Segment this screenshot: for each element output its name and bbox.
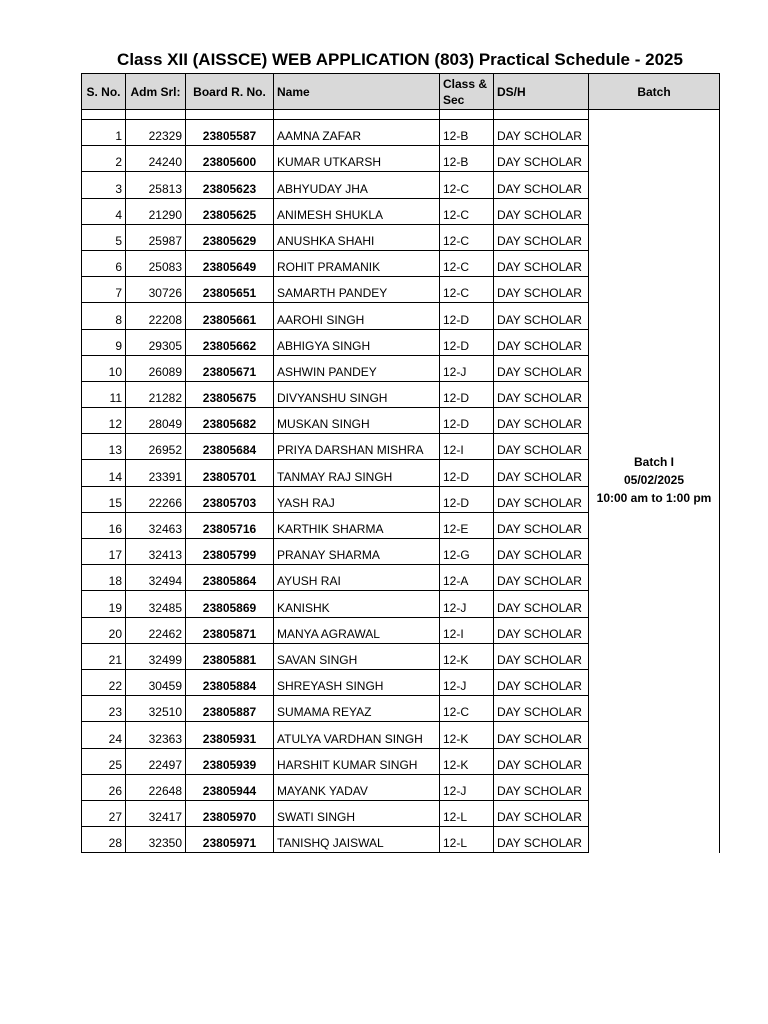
cell-adm-srl: 22497 <box>126 748 186 774</box>
cell-sno: 13 <box>82 434 126 460</box>
cell-ds-h: DAY SCHOLAR <box>494 539 589 565</box>
cell-ds-h: DAY SCHOLAR <box>494 250 589 276</box>
cell-ds-h: DAY SCHOLAR <box>494 722 589 748</box>
cell-ds-h: DAY SCHOLAR <box>494 800 589 826</box>
cell-board-roll-no: 23805971 <box>186 827 274 853</box>
cell-sno: 17 <box>82 539 126 565</box>
cell-adm-srl: 26089 <box>126 355 186 381</box>
cell-student-name: KARTHIK SHARMA <box>274 512 440 538</box>
cell-student-name: TANMAY RAJ SINGH <box>274 460 440 486</box>
cell-student-name: PRANAY SHARMA <box>274 539 440 565</box>
batch-label: Batch I <box>633 455 674 470</box>
cell-sno: 25 <box>82 748 126 774</box>
cell-sno: 11 <box>82 381 126 407</box>
cell-class-sec: 12-C <box>440 172 494 198</box>
cell-student-name: MAYANK YADAV <box>274 774 440 800</box>
cell-board-roll-no: 23805701 <box>186 460 274 486</box>
cell-student-name: TANISHQ JAISWAL <box>274 827 440 853</box>
cell-student-name: ABHYUDAY JHA <box>274 172 440 198</box>
cell-student-name: ATULYA VARDHAN SINGH <box>274 722 440 748</box>
cell-adm-srl: 23391 <box>126 460 186 486</box>
cell-ds-h: DAY SCHOLAR <box>494 643 589 669</box>
cell-student-name: MANYA AGRAWAL <box>274 617 440 643</box>
cell-adm-srl: 30726 <box>126 277 186 303</box>
header-batch: Batch <box>589 74 720 110</box>
header-adm: Adm Srl: <box>126 74 186 110</box>
spacer-row <box>82 110 720 120</box>
cell-class-sec: 12-C <box>440 696 494 722</box>
cell-board-roll-no: 23805939 <box>186 748 274 774</box>
cell-ds-h: DAY SCHOLAR <box>494 120 589 146</box>
cell-adm-srl: 22329 <box>126 120 186 146</box>
cell-student-name: ABHIGYA SINGH <box>274 329 440 355</box>
cell-class-sec: 12-K <box>440 722 494 748</box>
cell-adm-srl: 24240 <box>126 146 186 172</box>
cell-sno: 23 <box>82 696 126 722</box>
cell-class-sec: 12-J <box>440 774 494 800</box>
cell-board-roll-no: 23805651 <box>186 277 274 303</box>
cell-student-name: SHREYASH SINGH <box>274 669 440 695</box>
cell-ds-h: DAY SCHOLAR <box>494 408 589 434</box>
cell-adm-srl: 32363 <box>126 722 186 748</box>
cell-class-sec: 12-J <box>440 355 494 381</box>
cell-sno: 10 <box>82 355 126 381</box>
cell-class-sec: 12-D <box>440 460 494 486</box>
header-row <box>82 74 720 110</box>
cell-board-roll-no: 23805871 <box>186 617 274 643</box>
cell-sno: 22 <box>82 669 126 695</box>
cell-class-sec: 12-J <box>440 591 494 617</box>
cell-board-roll-no: 23805629 <box>186 224 274 250</box>
cell-ds-h: DAY SCHOLAR <box>494 774 589 800</box>
cell-student-name: KUMAR UTKARSH <box>274 146 440 172</box>
cell-ds-h: DAY SCHOLAR <box>494 591 589 617</box>
cell-adm-srl: 22462 <box>126 617 186 643</box>
header-sno: S. No. <box>82 74 126 110</box>
cell-ds-h: DAY SCHOLAR <box>494 224 589 250</box>
cell-board-roll-no: 23805662 <box>186 329 274 355</box>
cell-class-sec: 12-I <box>440 434 494 460</box>
cell-sno: 15 <box>82 486 126 512</box>
cell-student-name: SAVAN SINGH <box>274 643 440 669</box>
cell-sno: 2 <box>82 146 126 172</box>
cell-adm-srl: 32413 <box>126 539 186 565</box>
header-name: Name <box>274 74 440 110</box>
cell-sno: 26 <box>82 774 126 800</box>
cell-adm-srl: 32417 <box>126 800 186 826</box>
cell-board-roll-no: 23805703 <box>186 486 274 512</box>
cell-student-name: ANIMESH SHUKLA <box>274 198 440 224</box>
cell-ds-h: DAY SCHOLAR <box>494 303 589 329</box>
batch-cell <box>589 110 720 853</box>
cell-class-sec: 12-L <box>440 827 494 853</box>
cell-ds-h: DAY SCHOLAR <box>494 748 589 774</box>
cell-board-roll-no: 23805600 <box>186 146 274 172</box>
cell-adm-srl: 32485 <box>126 591 186 617</box>
cell-student-name: YASH RAJ <box>274 486 440 512</box>
cell-sno: 28 <box>82 827 126 853</box>
cell-adm-srl: 22208 <box>126 303 186 329</box>
cell-board-roll-no: 23805884 <box>186 669 274 695</box>
cell-sno: 12 <box>82 408 126 434</box>
cell-class-sec: 12-D <box>440 329 494 355</box>
cell-ds-h: DAY SCHOLAR <box>494 355 589 381</box>
cell-student-name: AAMNA ZAFAR <box>274 120 440 146</box>
cell-adm-srl: 25083 <box>126 250 186 276</box>
cell-student-name: ANUSHKA SHAHI <box>274 224 440 250</box>
cell-sno: 6 <box>82 250 126 276</box>
cell-board-roll-no: 23805684 <box>186 434 274 460</box>
cell-adm-srl: 21290 <box>126 198 186 224</box>
cell-board-roll-no: 23805970 <box>186 800 274 826</box>
cell-sno: 21 <box>82 643 126 669</box>
cell-adm-srl: 22266 <box>126 486 186 512</box>
schedule-table <box>81 73 720 853</box>
cell-sno: 9 <box>82 329 126 355</box>
batch-time: 10:00 am to 1:00 pm <box>596 491 712 506</box>
cell-board-roll-no: 23805887 <box>186 696 274 722</box>
cell-ds-h: DAY SCHOLAR <box>494 512 589 538</box>
cell-adm-srl: 32350 <box>126 827 186 853</box>
cell-sno: 27 <box>82 800 126 826</box>
cell-board-roll-no: 23805682 <box>186 408 274 434</box>
cell-student-name: DIVYANSHU SINGH <box>274 381 440 407</box>
cell-adm-srl: 32463 <box>126 512 186 538</box>
cell-board-roll-no: 23805587 <box>186 120 274 146</box>
cell-ds-h: DAY SCHOLAR <box>494 381 589 407</box>
cell-class-sec: 12-K <box>440 643 494 669</box>
cell-student-name: KANISHK <box>274 591 440 617</box>
cell-sno: 7 <box>82 277 126 303</box>
cell-class-sec: 12-B <box>440 120 494 146</box>
cell-ds-h: DAY SCHOLAR <box>494 198 589 224</box>
cell-adm-srl: 28049 <box>126 408 186 434</box>
cell-sno: 24 <box>82 722 126 748</box>
cell-adm-srl: 30459 <box>126 669 186 695</box>
cell-student-name: HARSHIT KUMAR SINGH <box>274 748 440 774</box>
cell-adm-srl: 32499 <box>126 643 186 669</box>
cell-student-name: SUMAMA REYAZ <box>274 696 440 722</box>
cell-ds-h: DAY SCHOLAR <box>494 460 589 486</box>
cell-class-sec: 12-C <box>440 277 494 303</box>
cell-ds-h: DAY SCHOLAR <box>494 146 589 172</box>
cell-class-sec: 12-B <box>440 146 494 172</box>
cell-sno: 18 <box>82 565 126 591</box>
cell-ds-h: DAY SCHOLAR <box>494 329 589 355</box>
cell-student-name: ROHIT PRAMANIK <box>274 250 440 276</box>
cell-student-name: AAROHI SINGH <box>274 303 440 329</box>
cell-sno: 5 <box>82 224 126 250</box>
cell-class-sec: 12-C <box>440 224 494 250</box>
cell-sno: 20 <box>82 617 126 643</box>
cell-class-sec: 12-D <box>440 486 494 512</box>
header-ds: DS/H <box>494 74 589 110</box>
cell-class-sec: 12-C <box>440 250 494 276</box>
cell-ds-h: DAY SCHOLAR <box>494 434 589 460</box>
cell-ds-h: DAY SCHOLAR <box>494 172 589 198</box>
cell-adm-srl: 26952 <box>126 434 186 460</box>
cell-student-name: MUSKAN SINGH <box>274 408 440 434</box>
cell-sno: 16 <box>82 512 126 538</box>
cell-class-sec: 12-D <box>440 381 494 407</box>
cell-adm-srl: 32510 <box>126 696 186 722</box>
cell-sno: 1 <box>82 120 126 146</box>
cell-class-sec: 12-A <box>440 565 494 591</box>
cell-class-sec: 12-K <box>440 748 494 774</box>
cell-board-roll-no: 23805716 <box>186 512 274 538</box>
cell-class-sec: 12-E <box>440 512 494 538</box>
cell-class-sec: 12-G <box>440 539 494 565</box>
cell-ds-h: DAY SCHOLAR <box>494 696 589 722</box>
cell-board-roll-no: 23805864 <box>186 565 274 591</box>
cell-sno: 19 <box>82 591 126 617</box>
cell-class-sec: 12-C <box>440 198 494 224</box>
cell-student-name: PRIYA DARSHAN MISHRA <box>274 434 440 460</box>
cell-ds-h: DAY SCHOLAR <box>494 617 589 643</box>
cell-board-roll-no: 23805649 <box>186 250 274 276</box>
cell-board-roll-no: 23805623 <box>186 172 274 198</box>
header-class-line1: Class & <box>443 76 488 91</box>
cell-ds-h: DAY SCHOLAR <box>494 565 589 591</box>
cell-class-sec: 12-I <box>440 617 494 643</box>
cell-class-sec: 12-L <box>440 800 494 826</box>
cell-adm-srl: 21282 <box>126 381 186 407</box>
cell-student-name: SWATI SINGH <box>274 800 440 826</box>
cell-class-sec: 12-D <box>440 303 494 329</box>
cell-sno: 14 <box>82 460 126 486</box>
cell-sno: 8 <box>82 303 126 329</box>
cell-student-name: SAMARTH PANDEY <box>274 277 440 303</box>
batch-date: 05/02/2025 <box>623 473 685 488</box>
cell-board-roll-no: 23805869 <box>186 591 274 617</box>
document-title: Class XII (AISSCE) WEB APPLICATION (803) Practical Schedule - 2025 <box>117 50 683 69</box>
cell-student-name: AYUSH RAI <box>274 565 440 591</box>
cell-student-name: ASHWIN PANDEY <box>274 355 440 381</box>
cell-board-roll-no: 23805931 <box>186 722 274 748</box>
cell-board-roll-no: 23805675 <box>186 381 274 407</box>
cell-sno: 3 <box>82 172 126 198</box>
header-class <box>440 74 494 110</box>
cell-board-roll-no: 23805799 <box>186 539 274 565</box>
cell-adm-srl: 25813 <box>126 172 186 198</box>
cell-adm-srl: 32494 <box>126 565 186 591</box>
cell-class-sec: 12-D <box>440 408 494 434</box>
cell-board-roll-no: 23805661 <box>186 303 274 329</box>
cell-adm-srl: 22648 <box>126 774 186 800</box>
cell-ds-h: DAY SCHOLAR <box>494 486 589 512</box>
cell-class-sec: 12-J <box>440 669 494 695</box>
cell-ds-h: DAY SCHOLAR <box>494 827 589 853</box>
cell-ds-h: DAY SCHOLAR <box>494 277 589 303</box>
cell-adm-srl: 25987 <box>126 224 186 250</box>
header-board: Board R. No. <box>186 74 274 110</box>
cell-board-roll-no: 23805671 <box>186 355 274 381</box>
cell-adm-srl: 29305 <box>126 329 186 355</box>
header-class-line2: Sec <box>443 92 465 107</box>
cell-ds-h: DAY SCHOLAR <box>494 669 589 695</box>
cell-board-roll-no: 23805625 <box>186 198 274 224</box>
cell-board-roll-no: 23805881 <box>186 643 274 669</box>
cell-board-roll-no: 23805944 <box>186 774 274 800</box>
cell-sno: 4 <box>82 198 126 224</box>
